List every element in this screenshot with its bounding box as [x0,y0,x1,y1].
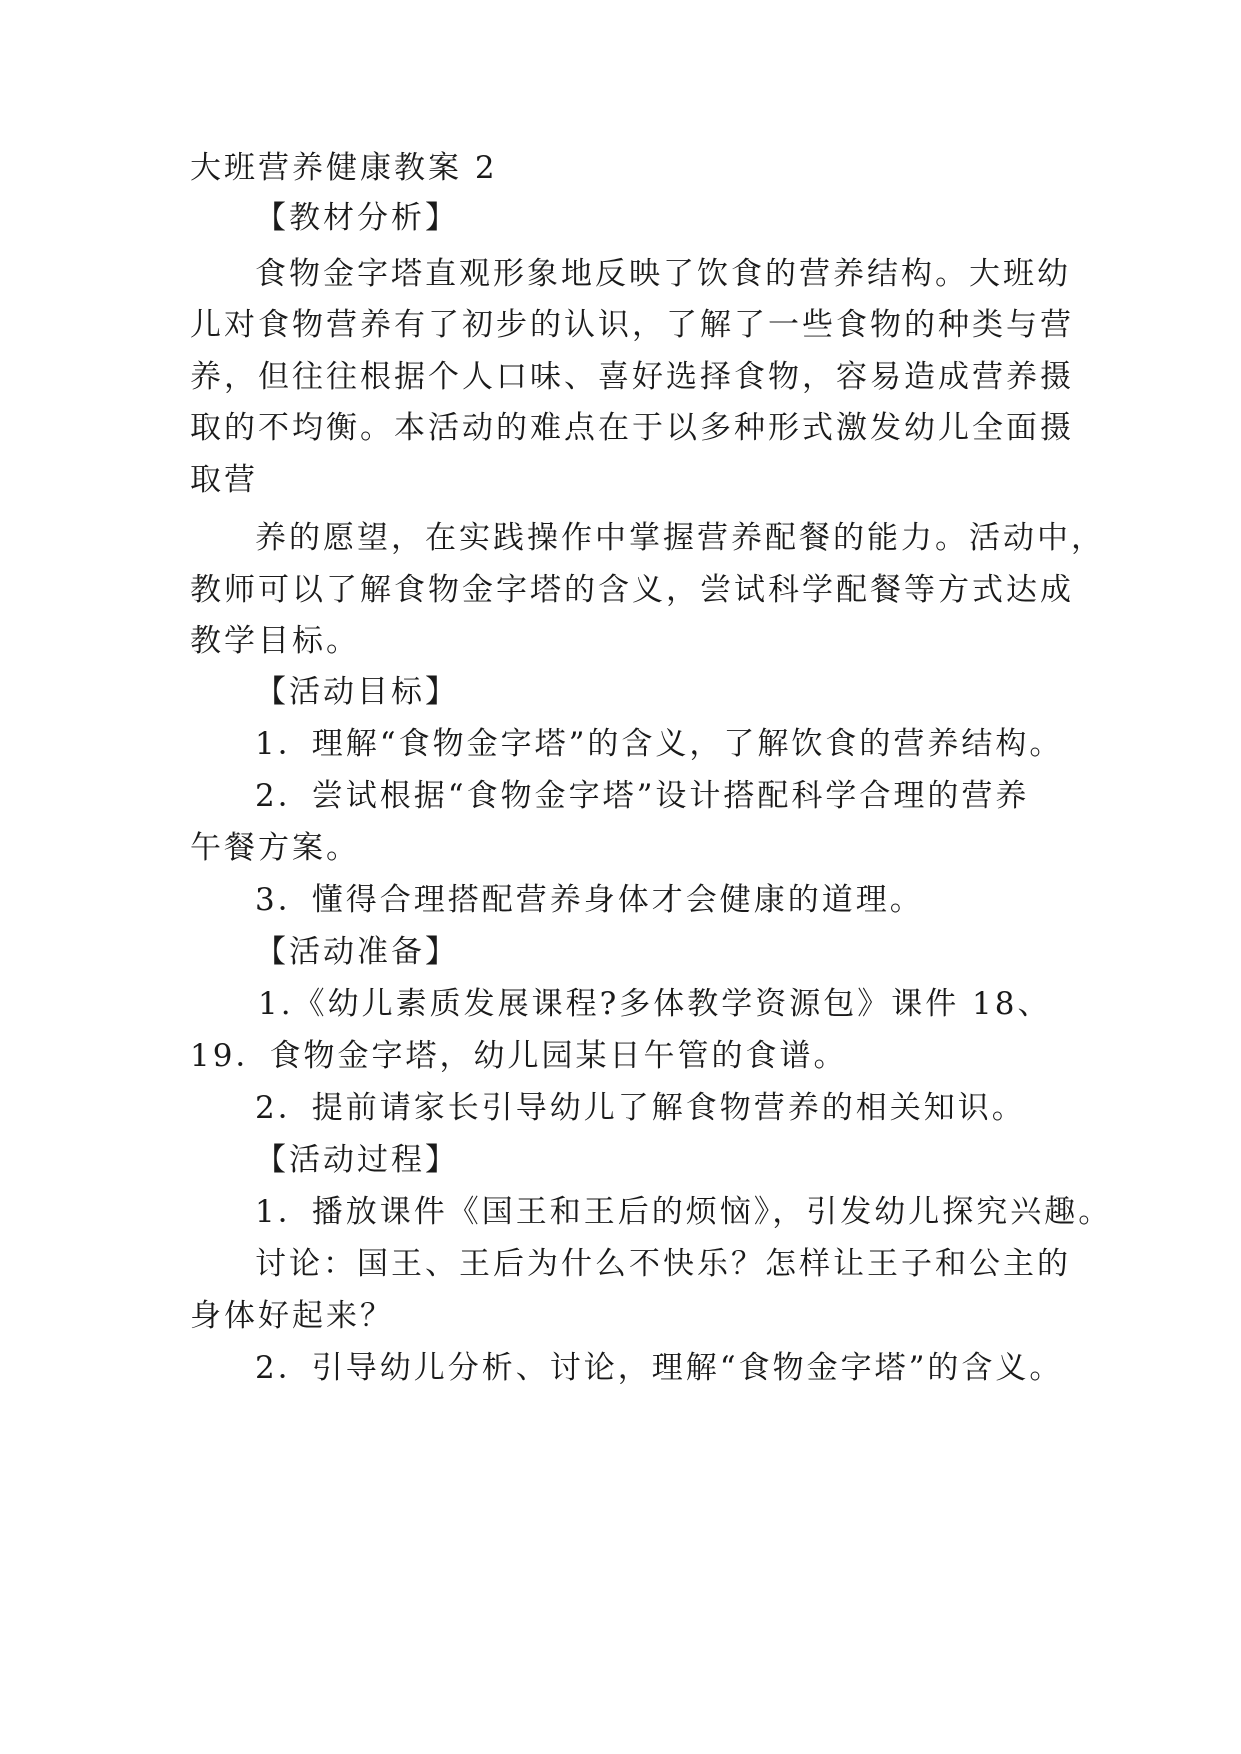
section-heading-activity-process: 【活动过程】 [255,1142,459,1178]
paragraph-line: 教学目标。 [190,623,360,659]
list-item: 3．懂得合理搭配营养身体才会健康的道理。 [255,882,924,918]
list-item: 2．尝试根据“食物金字塔”设计搭配科学合理的营养 [255,778,1030,814]
paragraph-line: 教师可以了解食物金字塔的含义，尝试科学配餐等方式达成 [190,572,1074,608]
paragraph-line: 养，但往往根据个人口味、喜好选择食物，容易造成营养摄 [190,359,1074,395]
list-item: 2．提前请家长引导幼儿了解食物营养的相关知识。 [255,1090,1026,1126]
paragraph-line: 养的愿望，在实践操作中掌握营养配餐的能力。活动中， [255,520,1105,556]
list-item: 1．播放课件《国王和王后的烦恼》，引发幼儿探究兴趣。 [255,1194,1113,1230]
paragraph-line: 取营 [190,462,258,498]
list-item-continuation: 19．食物金字塔，幼儿园某日午管的食谱。 [190,1038,848,1074]
section-heading-activity-goals: 【活动目标】 [255,674,459,710]
paragraph-line: 身体好起来？ [190,1298,394,1334]
list-item: 1.《幼儿素质发展课程?多体教学资源包》课件 18、 [258,986,1052,1022]
section-heading-activity-preparation: 【活动准备】 [255,934,459,970]
document-title: 大班营养健康教案 2 [190,150,498,186]
list-item-continuation: 午餐方案。 [190,830,360,866]
list-item: 1．理解“食物金字塔”的含义，了解饮食的营养结构。 [255,726,1064,762]
paragraph-line: 食物金字塔直观形象地反映了饮食的营养结构。大班幼 [255,256,1071,292]
section-heading-material-analysis: 【教材分析】 [255,200,459,236]
list-item: 2．引导幼儿分析、讨论，理解“食物金字塔”的含义。 [255,1350,1064,1386]
paragraph-line: 取的不均衡。本活动的难点在于以多种形式激发幼儿全面摄 [190,410,1074,446]
paragraph-line: 讨论：国王、王后为什么不快乐？怎样让王子和公主的 [255,1246,1071,1282]
paragraph-line: 儿对食物营养有了初步的认识，了解了一些食物的种类与营 [190,307,1074,343]
